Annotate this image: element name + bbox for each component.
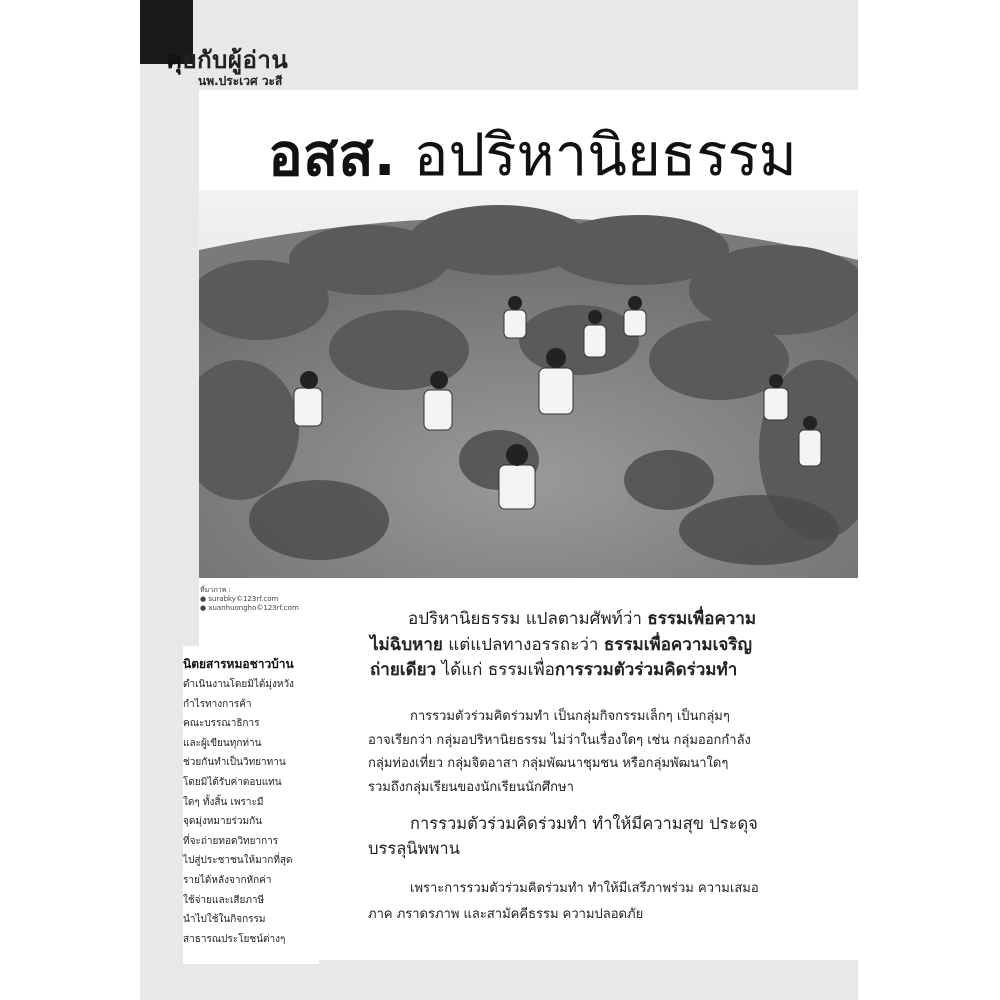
author-name: นพ.ประเวศ วะสี (198, 74, 283, 88)
lead-bold: ไม่ฉิบหาย (370, 634, 443, 655)
column-title-first: คุ (166, 46, 183, 74)
sidebar-line: นำไปใช้ในกิจกรรม (183, 914, 266, 926)
sidebar-title: นิตยสารหมอชาวบ้าน (183, 657, 294, 671)
lead-bold: ถ่ายเดียว (370, 660, 437, 680)
credit-line: ● xuanhuongho©123rf.com (200, 604, 299, 612)
sidebar-line: ใช้จ่ายและเสียภาษี (183, 894, 265, 906)
lead-text: ได้แก่ ธรรมเพื่อ (436, 660, 555, 680)
lead-bold: ธรรมเพื่อความเจริญ (603, 634, 752, 655)
sidebar-text (183, 675, 319, 949)
headline-light: อปริหานิยธรรม (413, 121, 797, 189)
column-title-rest: ยกับผู้อ่าน (182, 46, 289, 74)
body-line: รวมถึงกลุ่มเรียนของนักเรียนนักศึกษา (368, 779, 574, 795)
mangrove-photo (199, 190, 858, 578)
body-paragraph-1 (368, 705, 790, 799)
body-line: เพราะการรวมตัวร่วมคิดร่วมทำ ทำให้มีเสรีภาพร่วม ความเสมอ (410, 881, 759, 896)
sidebar-line: สาธารณประโยชน์ต่างๆ (183, 933, 286, 945)
sidebar-line: รายได้หลังจากหักค่า (183, 874, 272, 886)
credit-line: ● surabky©123rf.com (200, 595, 279, 603)
headline (268, 108, 797, 201)
body-line: ภาค ภราดรภาพ และสามัคคีธรรม ความปลอดภัย (368, 906, 644, 922)
sidebar-line: กำไรทางการค้า (183, 698, 252, 710)
lead-text: อปริหานิยธรรม แปลตามศัพท์ว่า (408, 609, 648, 629)
credit-label: ที่มาภาพ : (200, 586, 231, 594)
photo-credits (200, 586, 299, 613)
lead-text: แต่แปลทางอรรถะว่า (442, 634, 604, 655)
body-line: การรวมตัวร่วมคิดร่วมทำ เป็นกลุ่มกิจกรรมเล็กๆ เป็นกลุ่มๆ (410, 709, 730, 724)
lead-line-1 (370, 607, 790, 633)
sidebar-line: ใดๆ ทั้งสิ้น เพราะมี (183, 796, 264, 808)
lead-paragraph (370, 607, 790, 684)
sub-line: การรวมตัวร่วมคิดร่วมทำ ทำให้มีความสุข ประดุจ (410, 814, 758, 833)
sidebar-line: คณะบรรณาธิการ (183, 718, 260, 730)
lead-bold: ธรรมเพื่อความ (647, 609, 757, 629)
body-line: กลุ่มท่องเที่ยว กลุ่มจิตอาสา กลุ่มพัฒนาชุมชน หรือกลุ่มพัฒนาใดๆ (368, 756, 729, 771)
lead-line-2 (370, 633, 790, 659)
sidebar-line: จุดมุ่งหมายร่วมกัน (183, 816, 262, 828)
sidebar-line: โดยมิได้รับค่าตอบแทน (183, 776, 282, 788)
lead-bold: การรวมตัวร่วมคิดร่วมทำ (554, 660, 738, 680)
subheading-paragraph (368, 811, 790, 861)
sidebar-line: ช่วยกันทำเป็นวิทยาทาน (183, 757, 286, 769)
sidebar-line: ไปสู่ประชาชนให้มากที่สุด (183, 855, 293, 867)
lead-line-3 (370, 658, 790, 684)
body-paragraph-2 (368, 876, 790, 927)
sidebar-line: ที่จะถ่ายทอดวิทยาการ (183, 835, 279, 847)
sub-line: บรรลุนิพพาน (368, 839, 460, 858)
body-line: อาจเรียกว่า กลุ่มอปริหานิยธรรม ไม่ว่าในเรื่องใดๆ เช่น กลุ่มออกกำลัง (368, 732, 751, 748)
sidebar-line: และผู้เขียนทุกท่าน (183, 737, 262, 749)
headline-bold: อสส. (268, 121, 396, 189)
sidebar-line: ดำเนินงานโดยมิได้มุ่งหวัง (183, 679, 294, 690)
